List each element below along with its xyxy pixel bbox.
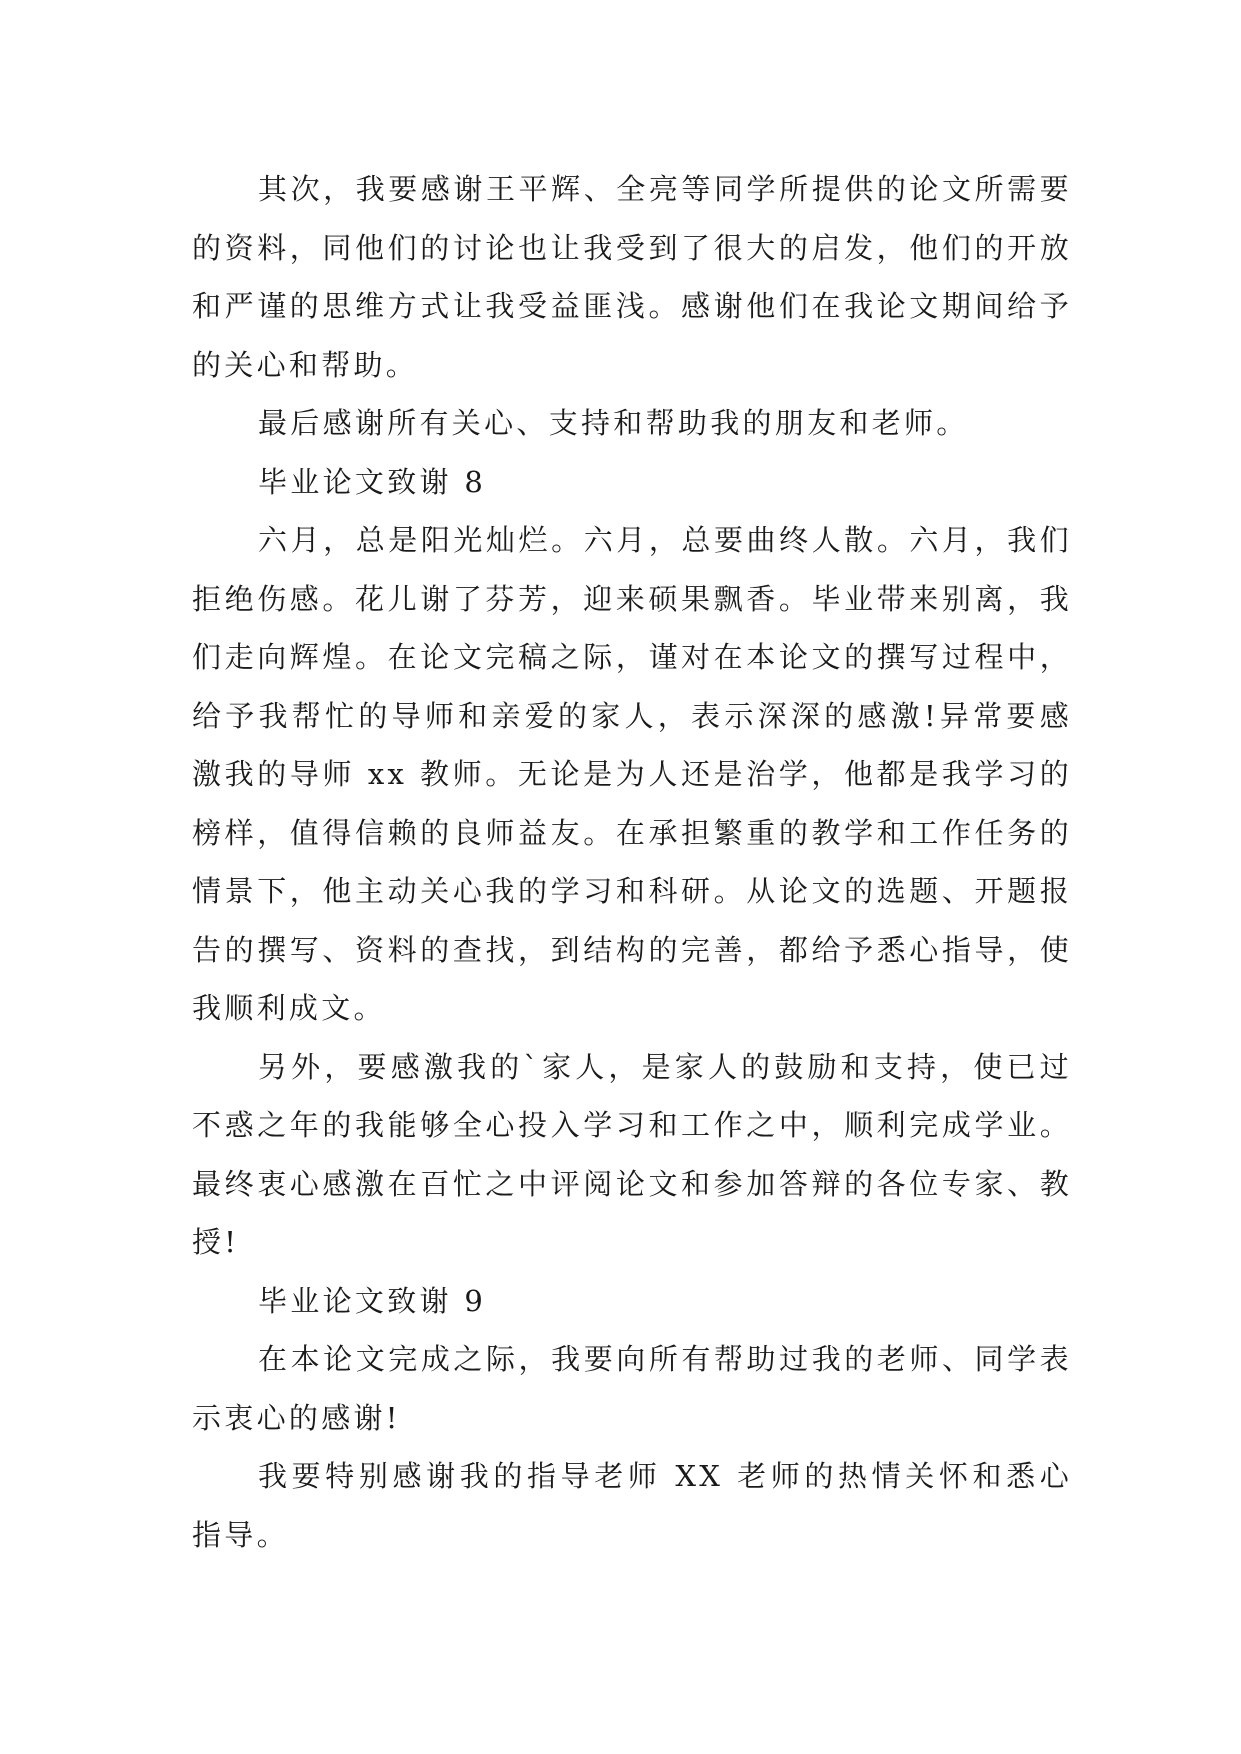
paragraph-june-graduation: 六月，总是阳光灿烂。六月，总要曲终人散。六月，我们拒绝伤感。花儿谢了芬芳，迎来硕果飘香。毕业带来别离，我们走向辉煌。在论文完稿之际，谨对在本论文的撰写过程中，给予我帮忙的导师和亲爱的家人，表示深深的感激!异常要感激我的导师 xx 教师。无论是为人还是治学，他都是我学习的榜样，值得信赖的良师益友。在承担繁重的教学和工作任务的情景下，他主动关心我的学习和科研。从论文的选题、开题报告的撰写、资料的查找，到结构的完善，都给予悉心指导，使我顺利成文。 (192, 523, 1072, 1025)
paragraph-thanks-friends-teachers: 最后感谢所有关心、支持和帮助我的朋友和老师。 (258, 406, 969, 440)
paragraph-thanks-all: 在本论文完成之际，我要向所有帮助过我的老师、同学表示衷心的感谢! (192, 1342, 1072, 1435)
section-heading-8: 毕业论文致谢 8 (258, 464, 487, 499)
document-page (192, 160, 1072, 1564)
paragraph-thanks-family: 另外，要感激我的`家人，是家人的鼓励和支持，使已过不惑之年的我能够全心投入学习和工作之中，顺利完成学业。最终衷心感激在百忙之中评阅论文和参加答辩的各位专家、教授! (192, 1049, 1072, 1259)
paragraph-thanks-classmates: 其次，我要感谢王平辉、全亮等同学所提供的论文所需要的资料，同他们的讨论也让我受到了很大的启发，他们的开放和严谨的思维方式让我受益匪浅。感谢他们在我论文期间给予的关心和帮助。 (192, 172, 1072, 382)
paragraph-thanks-advisor: 我要特别感谢我的指导老师 XX 老师的热情关怀和悉心指导。 (192, 1459, 1072, 1552)
section-heading-9: 毕业论文致谢 9 (258, 1283, 487, 1318)
